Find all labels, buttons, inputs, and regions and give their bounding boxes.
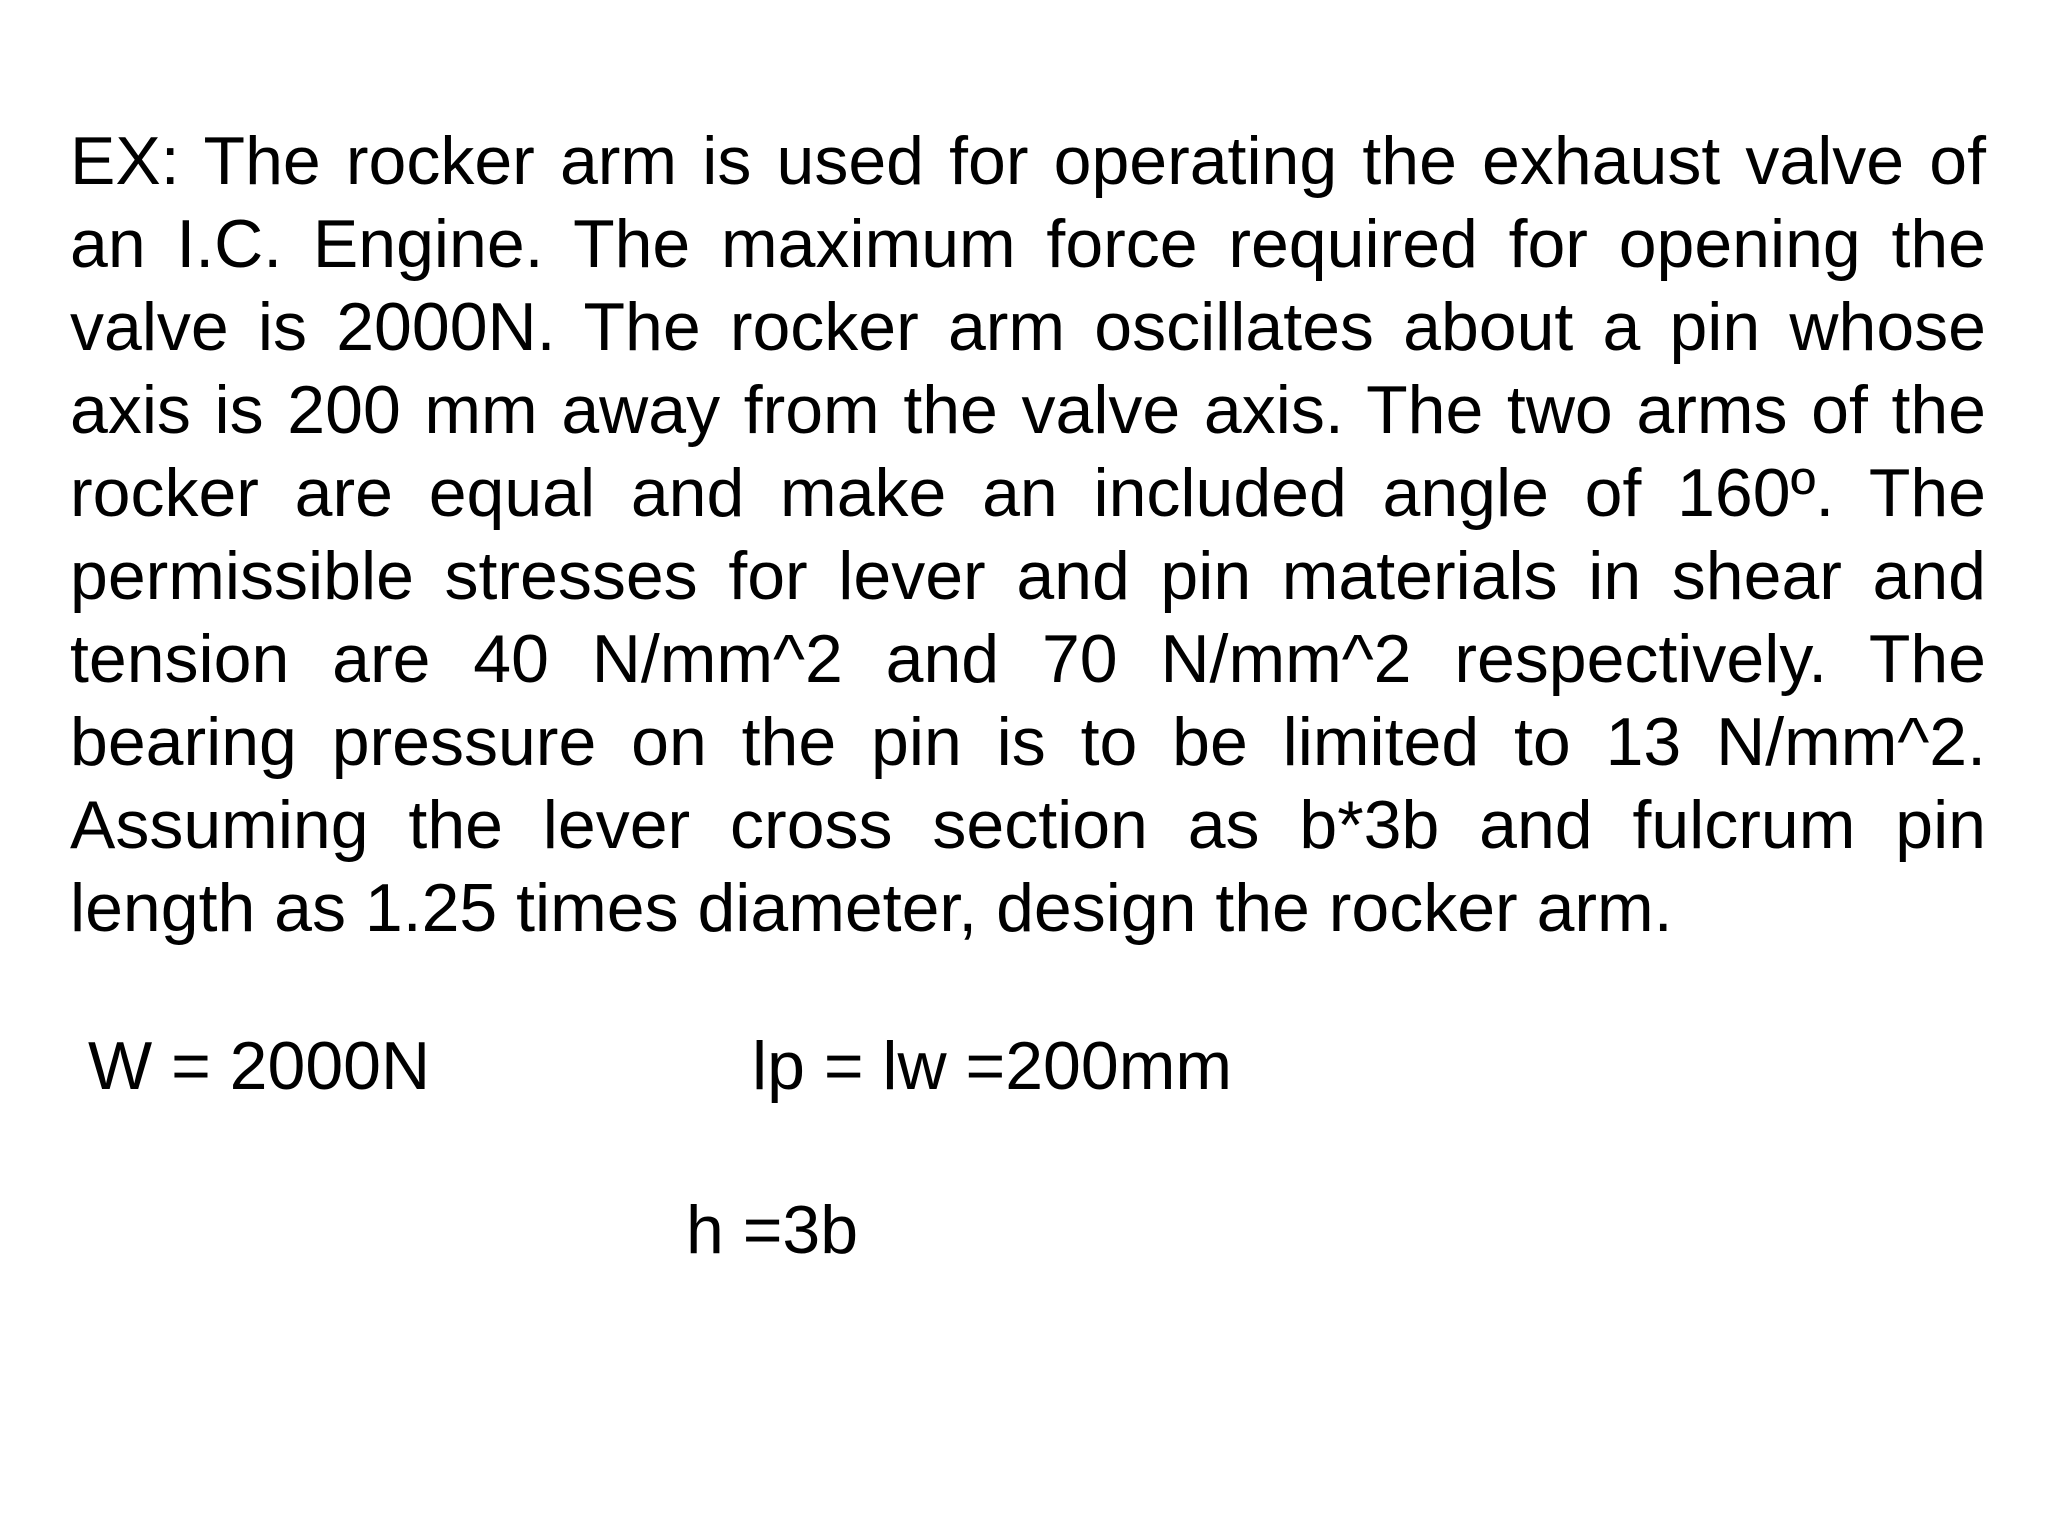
given-arm-lengths: lp = lw =200mm — [752, 1028, 1232, 1104]
problem-statement: EX: The rocker arm is used for operating the exhaust valve of an I.C. Engine. The maximum force required for opening the valve is 2000N. The rocker arm oscillates about a pin whose axis is 200 mm away from the valve axis. The two arms of the rocker are equal and make an included angle of 160º. The permissible stresses for lever and pin materials in shear and tension are 40 N/mm^2 and 70 N/mm^2 respectively. The bearing pressure on the pin is to be limited to 13 N/mm^2. Assuming the lever cross section as b*3b and fulcrum pin length as 1.25 times diameter, design the rocker arm. — [70, 123, 1986, 946]
given-load: W = 2000N — [88, 1028, 431, 1104]
given-section-height: h =3b — [686, 1192, 859, 1268]
